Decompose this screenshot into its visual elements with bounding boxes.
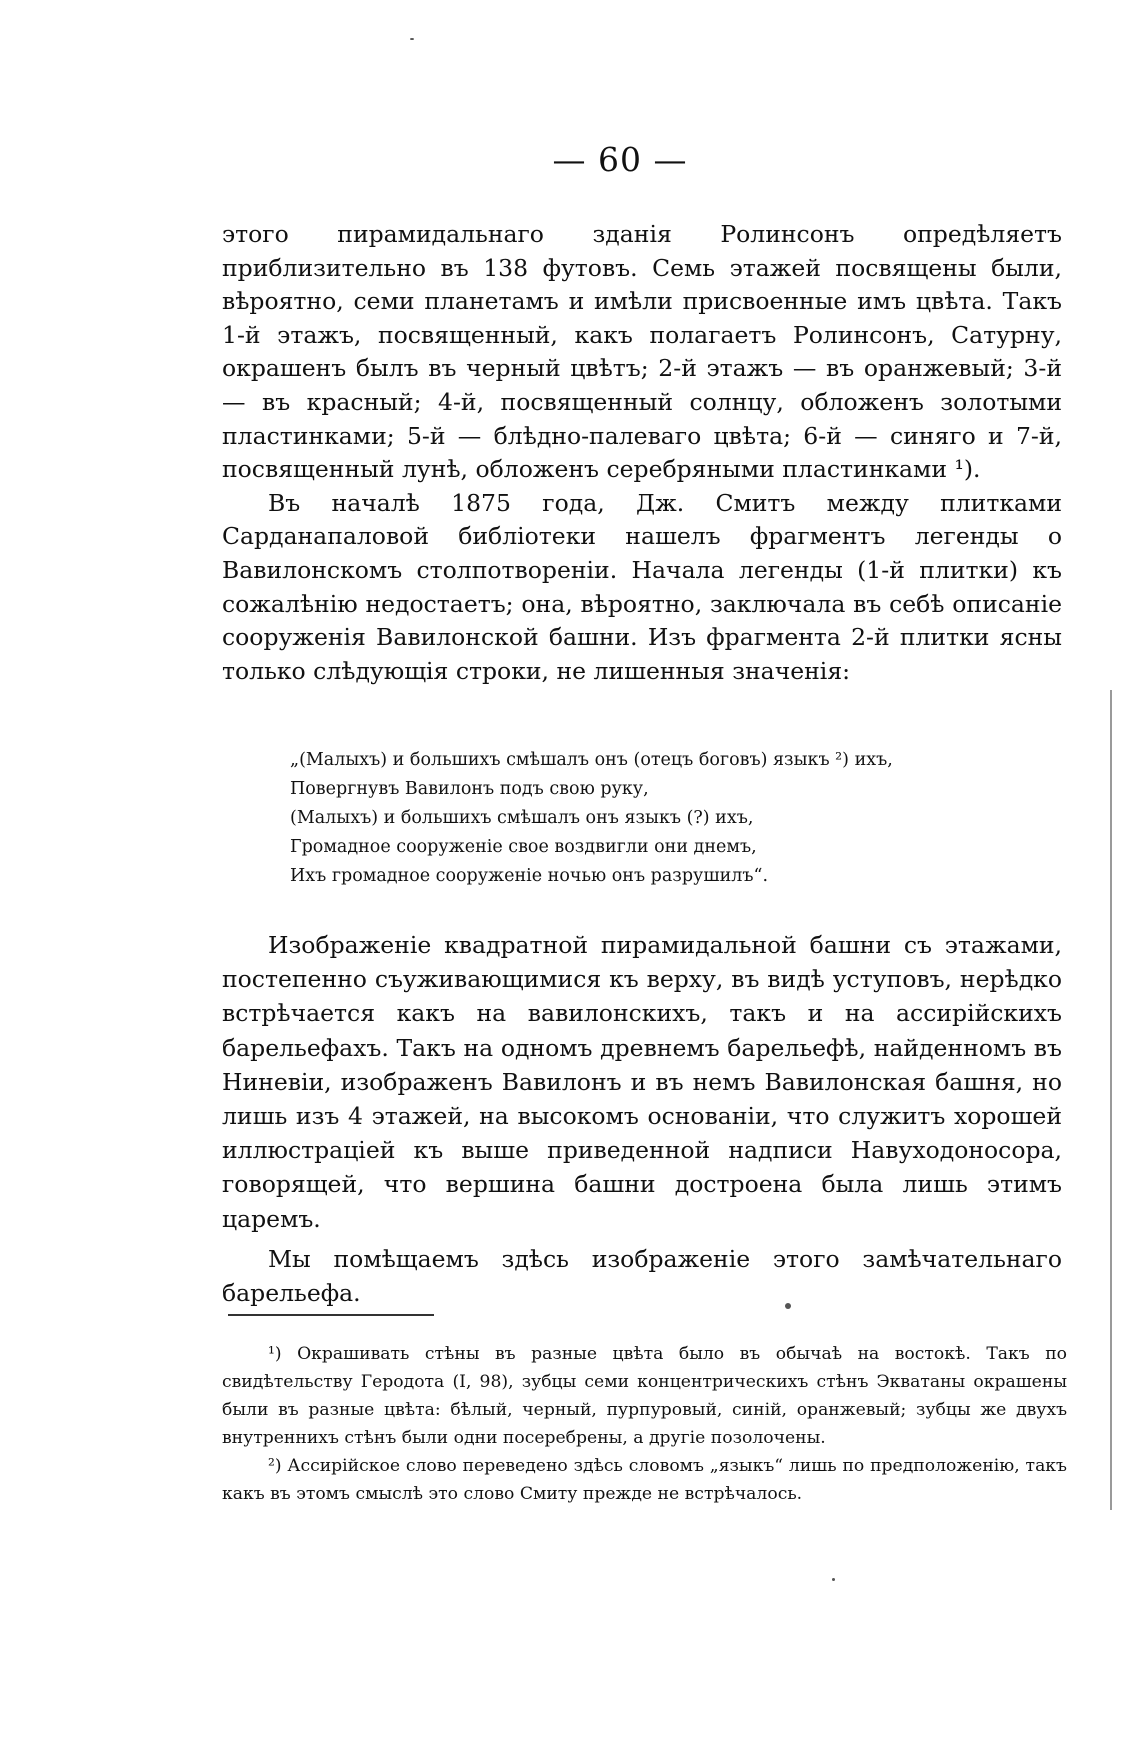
paragraph-bas-relief: Мы помѣщаемъ здѣсь изображеніе этого замѣчательнаго барельефа. [222,1244,1062,1308]
page-number: — 60 — [552,140,688,179]
verse-line: (Малыхъ) и большихъ смѣшалъ онъ языкъ (?) ихъ, [290,808,754,828]
main-text-top [222,218,1062,688]
footnotes [222,1340,1067,1508]
paragraph-continued: этого пирамидальнаго зданія Ролинсонъ опредѣляетъ приблизительно въ 138 футовъ. Семь этажей посвящены были, вѣроятно, семи планетамъ и имѣли присвоенные имъ цвѣта. Такъ 1-й этажъ, посвященный, какъ полагаетъ Ролинсонъ, Сатурну, окрашенъ былъ въ черный цвѣтъ; 2-й этажъ — въ оранжевый; 3-й — въ красный; 4-й, посвященный солнцу, обложенъ золотыми пластинками; 5-й — блѣдно-палеваго цвѣта; 6-й — синяго и 7-й, посвященный лунѣ, обложенъ серебряными пластинками ¹). [222,220,1062,484]
legend-verse [290,746,893,891]
footnote-1: ¹) Окрашивать стѣны въ разные цвѣта было въ обычаѣ на востокѣ. Такъ по свидѣтельству Геродота (I, 98), зубцы семи концентрическихъ стѣнъ Экватаны окрашены были въ разные цвѣта: бѣлый, черный, пурпуровый, синій, оранжевый; зубцы же двухъ внутреннихъ стѣнъ были одни посеребрены, а другіе позолочены. [222,1344,1067,1448]
scan-speck [832,1578,835,1581]
scan-edge-line [1110,690,1112,1510]
footnote-2: ²) Ассирійское слово переведено здѣсь словомъ „языкъ“ лишь по предположенію, такъ какъ въ этомъ смыслѣ это слово Смиту прежде не встрѣчалось. [222,1456,1067,1504]
verse-line: Ихъ громадное сооруженіе ночью онъ разрушилъ“. [290,866,769,886]
scan-speck [785,1303,791,1309]
paragraph-smith-fragment: Въ началѣ 1875 года, Дж. Смитъ между плитками Сарданапаловой библіотеки нашелъ фрагментъ легенды о Вавилонскомъ столпотвореніи. Начала легенды (1-й плитки) къ сожалѣнію недостаетъ; она, вѣроятно, заключала въ себѣ описаніе сооруженія Вавилонской башни. Изъ фрагмента 2-й плитки ясны только слѣдующія строки, не лишенныя значенія: [222,488,1062,685]
verse-line: Громадное сооруженіе свое воздвигли они днемъ, [290,837,757,857]
verse-line: „(Малыхъ) и большихъ смѣшалъ онъ (отецъ боговъ) языкъ ²) ихъ, [290,750,893,770]
paragraph-tower-image: Изображеніе квадратной пирамидальной башни съ этажами, постепенно съуживающимися къ верху, въ видѣ уступовъ, нерѣдко встрѣчается какъ на вавилонскихъ, такъ и на ассирійскихъ барельефахъ. Такъ на одномъ древнемъ барельефѣ, найденномъ въ Ниневіи, изображенъ Вавилонъ и въ немъ Вавилонская башня, но лишь изъ 4 этажей, на высокомъ основаніи, что служитъ хорошей иллюстраціей къ выше приведенной надписи Навуходоносора, говорящей, что вершина башни достроена была лишь этимъ царемъ. [222,931,1062,1233]
verse-line: Повергнувъ Вавилонъ подъ свою руку, [290,779,649,799]
footnote-divider [228,1314,434,1316]
main-text-bottom [222,928,1062,1316]
scan-speck [410,38,414,40]
